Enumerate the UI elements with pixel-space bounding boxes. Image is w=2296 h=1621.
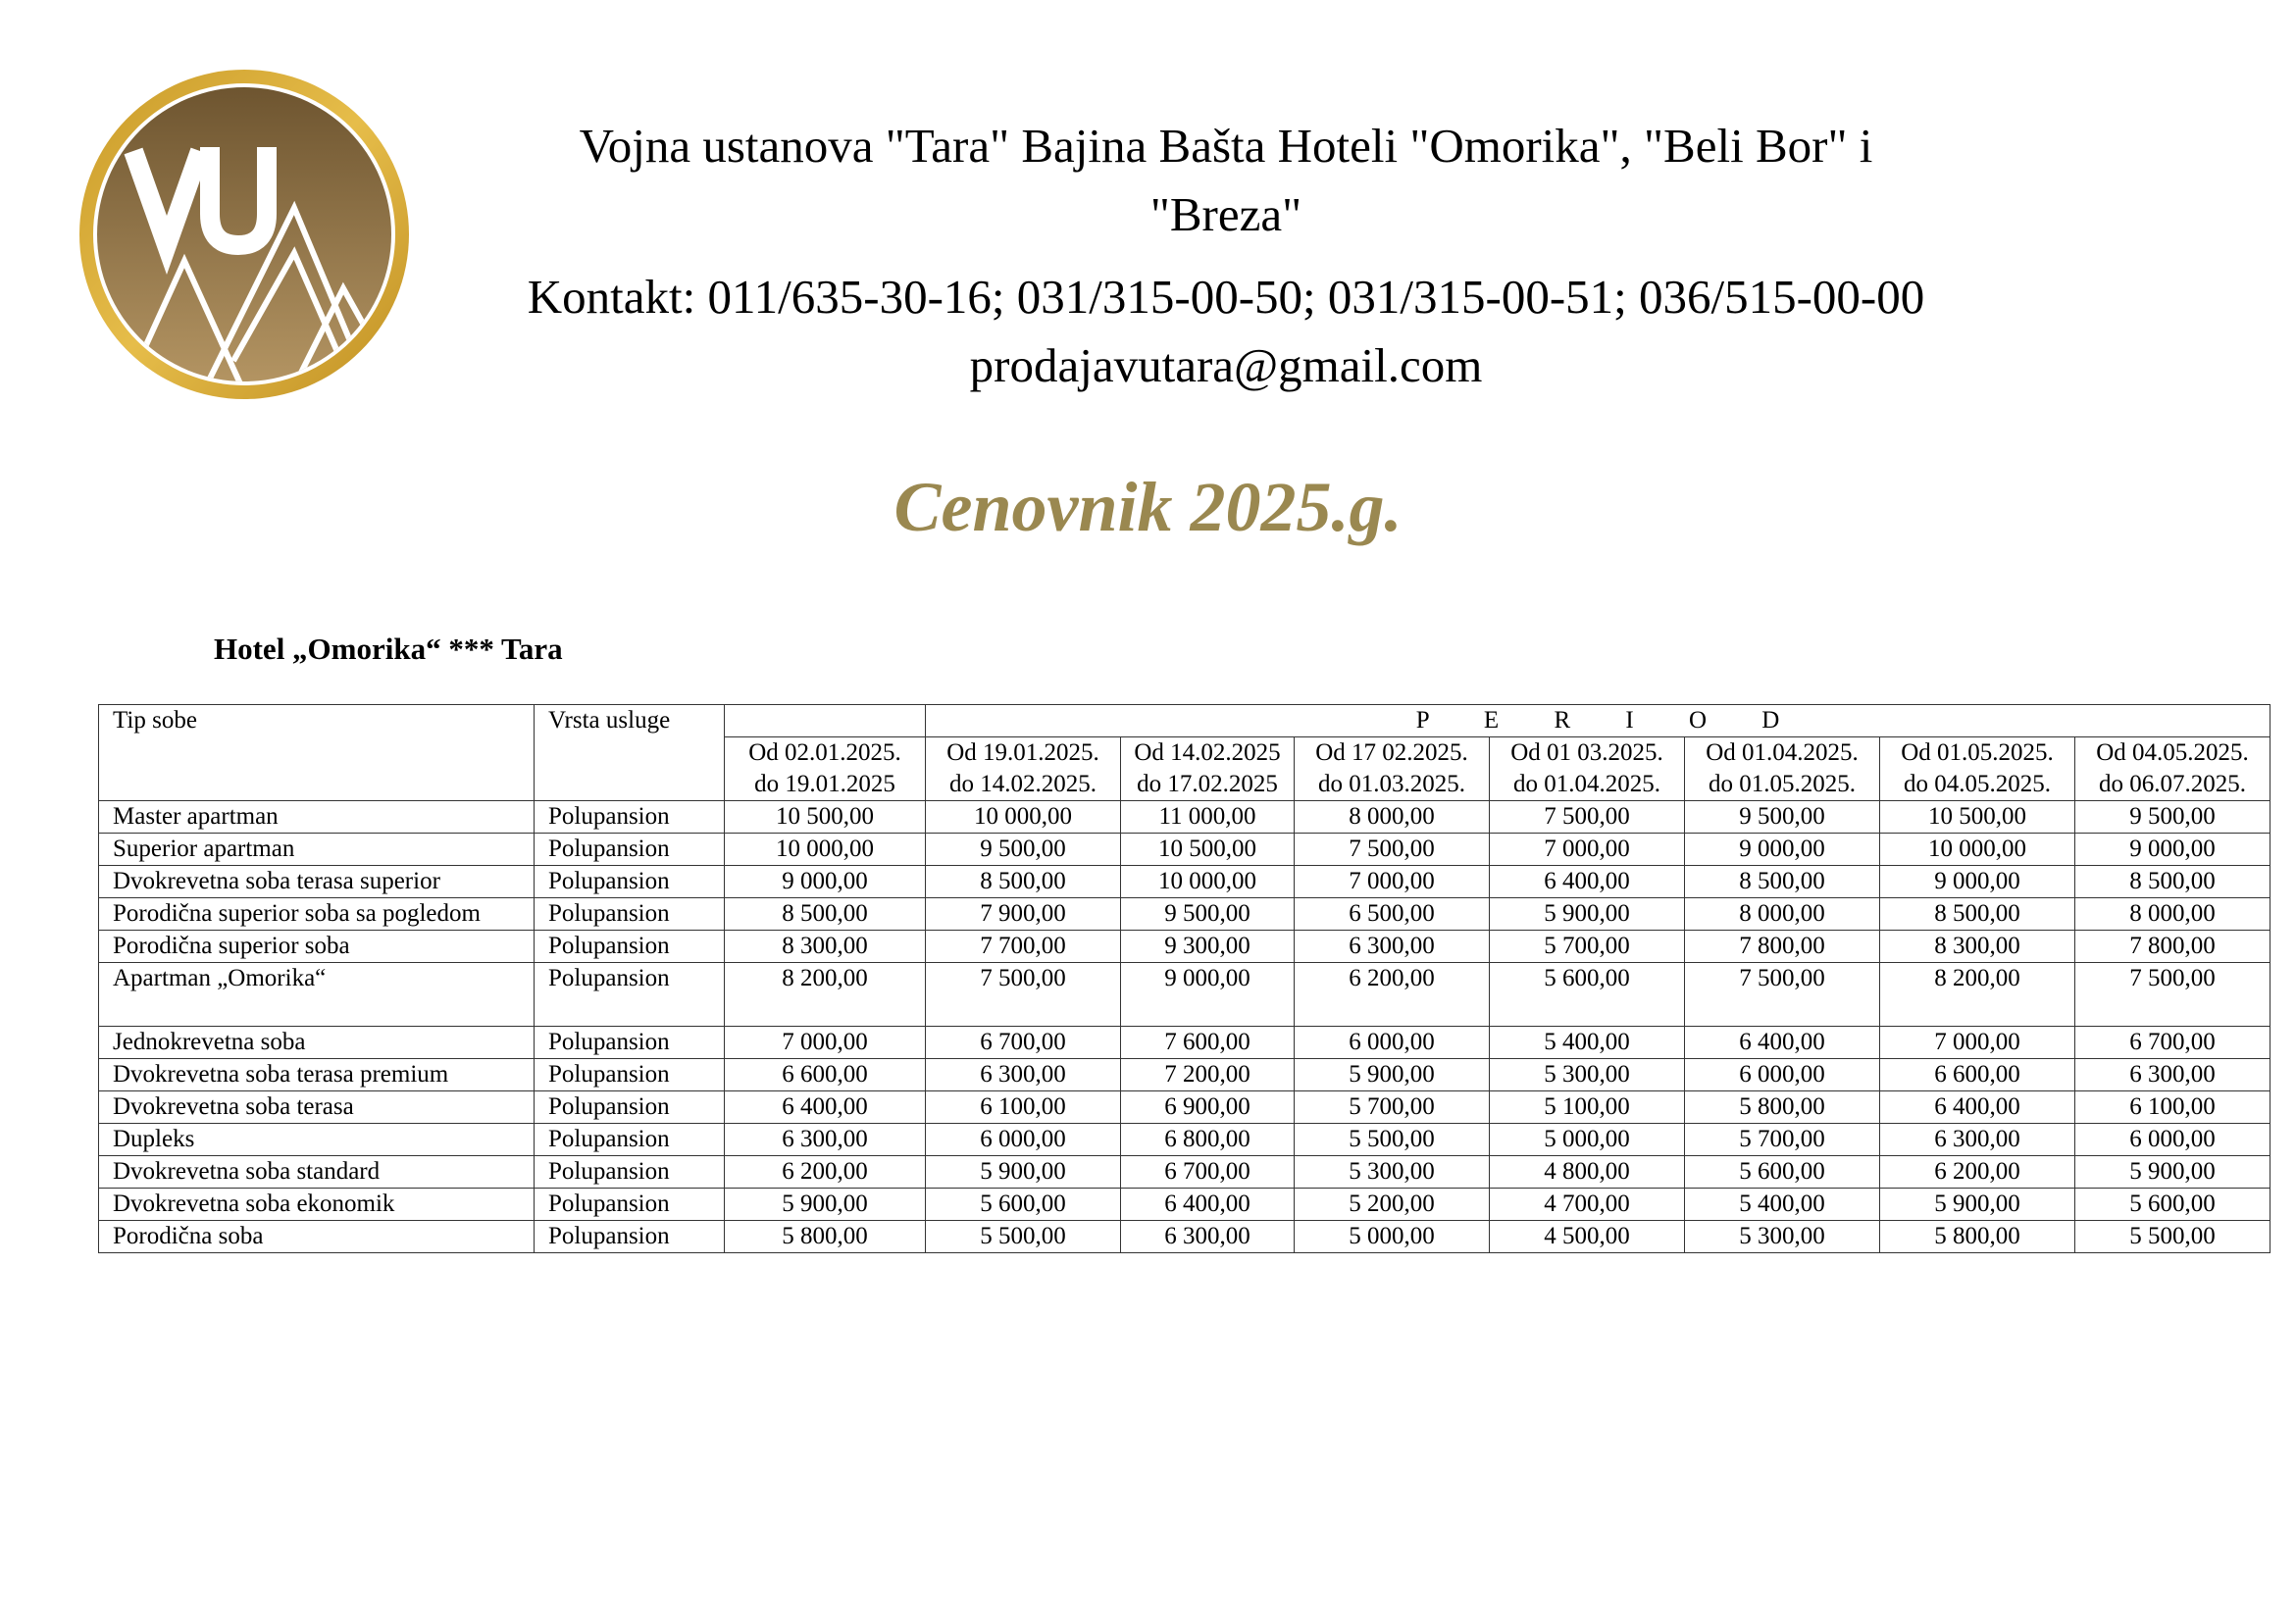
period-to: do 06.07.2025.	[2099, 771, 2247, 797]
price-cell: 5 800,00	[1880, 1221, 2075, 1253]
table-row	[99, 1189, 2270, 1221]
service-cell: Polupansion	[535, 801, 725, 834]
price-cell: 5 900,00	[1880, 1189, 2075, 1221]
price-cell: 6 200,00	[1880, 1156, 2075, 1189]
price-cell: 5 800,00	[725, 1221, 926, 1253]
room-type-cell: Porodična superior soba	[99, 931, 535, 963]
price-cell: 6 000,00	[2075, 1124, 2270, 1156]
period-range-1	[725, 737, 926, 801]
price-cell: 10 000,00	[1880, 834, 2075, 866]
price-cell: 5 900,00	[926, 1156, 1121, 1189]
table-row	[99, 963, 2270, 1027]
price-cell: 10 500,00	[1880, 801, 2075, 834]
price-cell: 5 600,00	[1685, 1156, 1880, 1189]
service-cell: Polupansion	[535, 866, 725, 898]
price-cell: 5 400,00	[1685, 1189, 1880, 1221]
price-table-body	[99, 801, 2270, 1253]
document-title: Cenovnik 2025.g.	[893, 468, 1403, 546]
price-cell: 5 600,00	[1490, 963, 1685, 1027]
period-range-2	[926, 737, 1121, 801]
service-cell: Polupansion	[535, 1124, 725, 1156]
price-cell: 5 900,00	[1490, 898, 1685, 931]
period-from: Od 14.02.2025	[1134, 739, 1281, 766]
period-from: Od 04.05.2025.	[2096, 739, 2249, 766]
price-cell: 7 000,00	[1295, 866, 1490, 898]
room-type-cell: Superior apartman	[99, 834, 535, 866]
hotel-title: Hotel „Omorika“ *** Tara	[214, 632, 563, 666]
price-cell: 7 500,00	[1295, 834, 1490, 866]
table-row	[99, 1221, 2270, 1253]
price-cell: 8 200,00	[1880, 963, 2075, 1027]
price-cell: 8 200,00	[725, 963, 926, 1027]
price-cell: 11 000,00	[1121, 801, 1295, 834]
price-cell: 5 800,00	[1685, 1091, 1880, 1124]
price-cell: 8 500,00	[2075, 866, 2270, 898]
price-cell: 6 200,00	[725, 1156, 926, 1189]
price-cell: 5 900,00	[725, 1189, 926, 1221]
service-cell: Polupansion	[535, 834, 725, 866]
table-row	[99, 866, 2270, 898]
period-from: Od 02.01.2025.	[748, 739, 901, 766]
room-type-cell: Dupleks	[99, 1124, 535, 1156]
price-cell: 6 700,00	[2075, 1027, 2270, 1059]
period-to: do 01.04.2025.	[1513, 771, 1660, 797]
price-cell: 5 500,00	[1295, 1124, 1490, 1156]
price-cell: 9 000,00	[725, 866, 926, 898]
room-type-cell: Dvokrevetna soba terasa premium	[99, 1059, 535, 1091]
header-contact: Kontakt: 011/635-30-16; 031/315-00-50; 031/315-00-51; 036/515-00-00	[527, 270, 1925, 324]
price-cell: 6 400,00	[1880, 1091, 2075, 1124]
price-cell: 5 900,00	[2075, 1156, 2270, 1189]
price-cell: 4 500,00	[1490, 1221, 1685, 1253]
price-cell: 5 700,00	[1490, 931, 1685, 963]
price-cell: 5 900,00	[1295, 1059, 1490, 1091]
price-cell: 7 500,00	[1685, 963, 1880, 1027]
price-cell: 7 700,00	[926, 931, 1121, 963]
price-cell: 6 400,00	[1121, 1189, 1295, 1221]
price-cell: 8 500,00	[725, 898, 926, 931]
price-cell: 6 400,00	[1685, 1027, 1880, 1059]
price-cell: 6 000,00	[1295, 1027, 1490, 1059]
header-email: prodajavutara@gmail.com	[969, 338, 1483, 392]
price-cell: 6 100,00	[2075, 1091, 2270, 1124]
table-row	[99, 1059, 2270, 1091]
price-cell: 6 400,00	[725, 1091, 926, 1124]
service-cell: Polupansion	[535, 1059, 725, 1091]
price-cell: 6 600,00	[725, 1059, 926, 1091]
price-cell: 7 500,00	[2075, 963, 2270, 1027]
price-cell: 9 500,00	[926, 834, 1121, 866]
price-cell: 5 300,00	[1295, 1156, 1490, 1189]
price-cell: 5 500,00	[2075, 1221, 2270, 1253]
price-cell: 8 300,00	[1880, 931, 2075, 963]
period-from: Od 01.05.2025.	[1901, 739, 2054, 766]
room-type-cell: Dvokrevetna soba standard	[99, 1156, 535, 1189]
price-cell: 6 700,00	[926, 1027, 1121, 1059]
price-cell: 6 000,00	[1685, 1059, 1880, 1091]
price-cell: 5 100,00	[1490, 1091, 1685, 1124]
service-cell: Polupansion	[535, 1189, 725, 1221]
room-type-cell: Porodična superior soba sa pogledom	[99, 898, 535, 931]
vu-logo	[77, 67, 412, 402]
period-to: do 17.02.2025	[1137, 771, 1278, 797]
price-cell: 6 300,00	[2075, 1059, 2270, 1091]
table-row	[99, 898, 2270, 931]
service-cell: Polupansion	[535, 898, 725, 931]
price-cell: 6 300,00	[725, 1124, 926, 1156]
table-row	[99, 1124, 2270, 1156]
price-cell: 7 200,00	[1121, 1059, 1295, 1091]
table-row	[99, 834, 2270, 866]
room-type-cell: Master apartman	[99, 801, 535, 834]
period-to: do 01.05.2025.	[1709, 771, 1856, 797]
price-cell: 5 400,00	[1490, 1027, 1685, 1059]
price-cell: 6 600,00	[1880, 1059, 2075, 1091]
table-row	[99, 931, 2270, 963]
price-cell: 4 700,00	[1490, 1189, 1685, 1221]
table-row	[99, 1027, 2270, 1059]
price-cell: 5 600,00	[926, 1189, 1121, 1221]
service-cell: Polupansion	[535, 1027, 725, 1059]
table-row	[99, 801, 2270, 834]
price-cell: 10 000,00	[725, 834, 926, 866]
price-cell: 8 000,00	[1295, 801, 1490, 834]
table-row	[99, 1091, 2270, 1124]
period-to: do 14.02.2025.	[949, 771, 1097, 797]
price-cell: 6 700,00	[1121, 1156, 1295, 1189]
period-range-3	[1121, 737, 1295, 801]
price-cell: 6 300,00	[1880, 1124, 2075, 1156]
price-cell: 4 800,00	[1490, 1156, 1685, 1189]
price-cell: 5 200,00	[1295, 1189, 1490, 1221]
header-institution-cont: "Breza"	[1149, 187, 1302, 241]
price-cell: 8 000,00	[2075, 898, 2270, 931]
price-cell: 5 000,00	[1490, 1124, 1685, 1156]
period-to: do 19.01.2025	[754, 771, 895, 797]
service-cell: Polupansion	[535, 1156, 725, 1189]
price-cell: 6 300,00	[1121, 1221, 1295, 1253]
price-cell: 6 100,00	[926, 1091, 1121, 1124]
price-cell: 7 800,00	[1685, 931, 1880, 963]
room-type-cell: Dvokrevetna soba terasa	[99, 1091, 535, 1124]
period-range-5	[1490, 737, 1685, 801]
price-cell: 6 300,00	[926, 1059, 1121, 1091]
price-cell: 8 000,00	[1685, 898, 1880, 931]
room-type-cell: Porodična soba	[99, 1221, 535, 1253]
price-cell: 7 500,00	[926, 963, 1121, 1027]
price-cell: 6 500,00	[1295, 898, 1490, 931]
room-type-cell: Dvokrevetna soba ekonomik	[99, 1189, 535, 1221]
table-row	[99, 1156, 2270, 1189]
price-cell: 8 500,00	[1685, 866, 1880, 898]
price-cell: 8 500,00	[926, 866, 1121, 898]
price-cell: 9 300,00	[1121, 931, 1295, 963]
service-cell: Polupansion	[535, 1221, 725, 1253]
price-cell: 6 300,00	[1295, 931, 1490, 963]
price-cell: 10 000,00	[926, 801, 1121, 834]
price-cell: 5 300,00	[1490, 1059, 1685, 1091]
period-to: do 04.05.2025.	[1904, 771, 2051, 797]
service-cell: Polupansion	[535, 931, 725, 963]
price-cell: 8 500,00	[1880, 898, 2075, 931]
header-institution: Vojna ustanova "Tara" Bajina Bašta Hoteli "Omorika", "Beli Bor" i	[579, 119, 1873, 173]
price-cell: 5 600,00	[2075, 1189, 2270, 1221]
period-to: do 01.03.2025.	[1318, 771, 1465, 797]
price-table	[98, 704, 2270, 1253]
period-from: Od 19.01.2025.	[946, 739, 1099, 766]
price-cell: 7 000,00	[725, 1027, 926, 1059]
price-cell: 7 800,00	[2075, 931, 2270, 963]
header-period-spacer	[725, 705, 926, 737]
price-cell: 9 000,00	[1880, 866, 2075, 898]
price-cell: 8 300,00	[725, 931, 926, 963]
price-cell: 9 500,00	[2075, 801, 2270, 834]
price-cell: 10 500,00	[1121, 834, 1295, 866]
period-from: Od 01 03.2025.	[1510, 739, 1663, 766]
price-cell: 9 500,00	[1121, 898, 1295, 931]
price-cell: 7 000,00	[1880, 1027, 2075, 1059]
price-cell: 9 000,00	[1121, 963, 1295, 1027]
period-range-7	[1880, 737, 2075, 801]
price-cell: 6 200,00	[1295, 963, 1490, 1027]
price-cell: 5 500,00	[926, 1221, 1121, 1253]
price-cell: 9 000,00	[1685, 834, 1880, 866]
service-cell: Polupansion	[535, 963, 725, 1027]
price-cell: 10 500,00	[725, 801, 926, 834]
price-cell: 7 900,00	[926, 898, 1121, 931]
room-type-cell: Jednokrevetna soba	[99, 1027, 535, 1059]
price-cell: 6 400,00	[1490, 866, 1685, 898]
room-type-cell: Dvokrevetna soba terasa superior	[99, 866, 535, 898]
period-range-8	[2075, 737, 2270, 801]
header-service-type: Vrsta usluge	[535, 705, 725, 801]
header-period: P E R I O D	[926, 705, 2270, 737]
period-from: Od 17 02.2025.	[1315, 739, 1468, 766]
price-cell: 10 000,00	[1121, 866, 1295, 898]
price-cell: 7 000,00	[1490, 834, 1685, 866]
header-room-type: Tip sobe	[99, 705, 535, 801]
price-cell: 6 800,00	[1121, 1124, 1295, 1156]
price-cell: 6 000,00	[926, 1124, 1121, 1156]
price-cell: 7 500,00	[1490, 801, 1685, 834]
period-from: Od 01.04.2025.	[1706, 739, 1859, 766]
price-cell: 6 900,00	[1121, 1091, 1295, 1124]
service-cell: Polupansion	[535, 1091, 725, 1124]
price-cell: 9 000,00	[2075, 834, 2270, 866]
price-cell: 5 700,00	[1295, 1091, 1490, 1124]
period-range-6	[1685, 737, 1880, 801]
price-cell: 5 300,00	[1685, 1221, 1880, 1253]
price-cell: 5 000,00	[1295, 1221, 1490, 1253]
price-cell: 5 700,00	[1685, 1124, 1880, 1156]
period-range-4	[1295, 737, 1490, 801]
price-cell: 7 600,00	[1121, 1027, 1295, 1059]
price-cell: 9 500,00	[1685, 801, 1880, 834]
room-type-cell: Apartman „Omorika“	[99, 963, 535, 1027]
